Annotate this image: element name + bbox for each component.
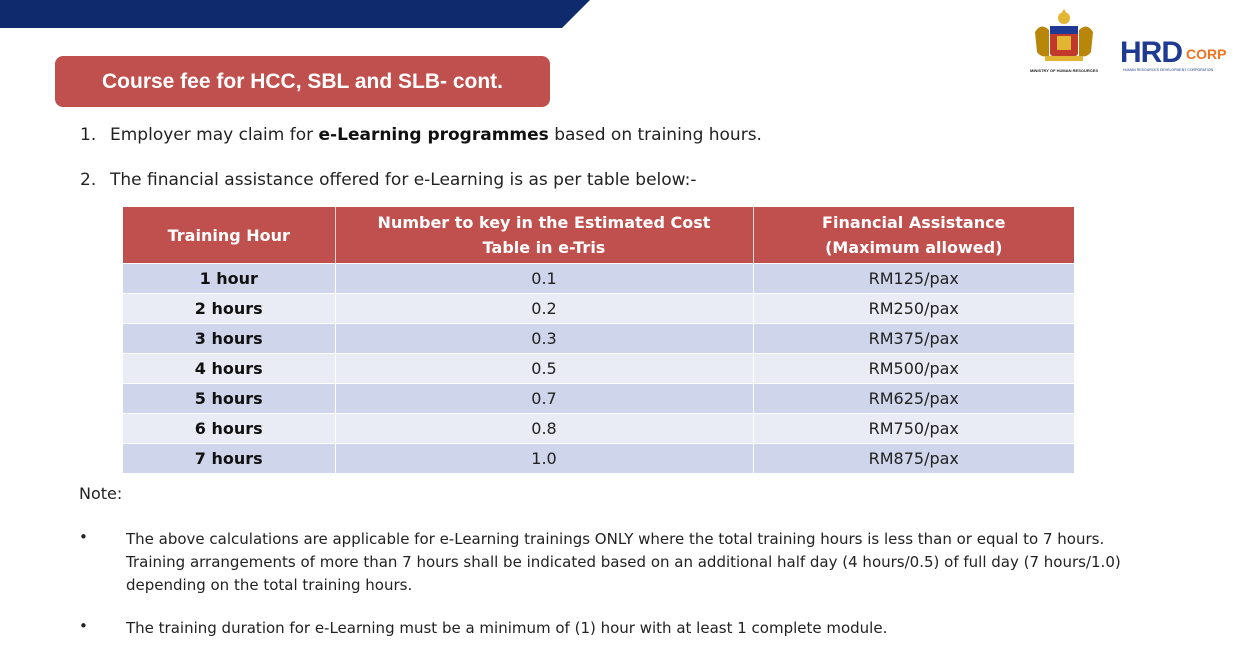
note-bullet-text: The above calculations are applicable for e-Learning trainings ONLY where the total training hours is less than or equal to 7 hours. Training arrangements of more than 7 hours shall be indicated based on an additional half day (4 hours/0.5) of full day (7 hours/1.0) depending on the total training hours.: [126, 530, 1121, 594]
table-row: [123, 324, 1074, 354]
cell-estimated-cost-number: 0.3: [335, 324, 753, 354]
table-row: [123, 294, 1074, 324]
table-row: [123, 354, 1074, 384]
hrd-corp-text: CORP: [1186, 46, 1227, 62]
note-label: Note:: [79, 484, 123, 503]
cell-estimated-cost-number: 1.0: [335, 444, 753, 474]
col-header-training-hour: Training Hour: [123, 207, 335, 264]
fee-table: [123, 207, 1074, 473]
point-number: 2.: [80, 170, 97, 190]
col-header-financial-assistance: Financial Assistance (Maximum allowed): [753, 207, 1074, 264]
cell-estimated-cost-number: 0.1: [335, 264, 753, 294]
cell-training-hour: 6 hours: [123, 414, 335, 444]
cell-training-hour: 2 hours: [123, 294, 335, 324]
cell-training-hour: 4 hours: [123, 354, 335, 384]
table-row: [123, 384, 1074, 414]
note-bullet-text: The training duration for e-Learning must be a minimum of (1) hour with at least 1 complete module.: [126, 619, 888, 637]
ministry-caption: MINISTRY OF HUMAN RESOURCES: [1029, 68, 1098, 73]
cell-training-hour: 7 hours: [123, 444, 335, 474]
cell-financial-assistance: RM875/pax: [753, 444, 1074, 474]
cell-financial-assistance: RM500/pax: [753, 354, 1074, 384]
table-row: [123, 444, 1074, 474]
point-text: [110, 125, 762, 145]
table-row: [123, 414, 1074, 444]
cell-financial-assistance: RM125/pax: [753, 264, 1074, 294]
slide-title-banner: [55, 56, 550, 107]
logo-group: [1015, 8, 1235, 74]
cell-training-hour: 3 hours: [123, 324, 335, 354]
point-text-end: based on training hours.: [548, 125, 762, 145]
header-corner-band: [0, 0, 590, 28]
table-row: [123, 264, 1074, 294]
cell-estimated-cost-number: 0.7: [335, 384, 753, 414]
slide-title: Course fee for HCC, SBL and SLB- cont.: [102, 69, 503, 93]
cell-training-hour: 1 hour: [123, 264, 335, 294]
cell-financial-assistance: RM250/pax: [753, 294, 1074, 324]
coat-of-arms-icon: [1015, 8, 1113, 74]
point-text-start: Employer may claim for: [110, 125, 319, 145]
bullet-dot: •: [79, 617, 88, 635]
cell-financial-assistance: RM750/pax: [753, 414, 1074, 444]
cell-training-hour: 5 hours: [123, 384, 335, 414]
cell-estimated-cost-number: 0.8: [335, 414, 753, 444]
cell-estimated-cost-number: 0.5: [335, 354, 753, 384]
table-header-row: [123, 207, 1074, 264]
cell-financial-assistance: RM625/pax: [753, 384, 1074, 414]
point-text: The financial assistance offered for e-Learning is as per table below:-: [110, 170, 697, 190]
point-number: 1.: [80, 125, 97, 145]
cell-financial-assistance: RM375/pax: [753, 324, 1074, 354]
bullet-dot: •: [79, 528, 88, 546]
cell-estimated-cost-number: 0.2: [335, 294, 753, 324]
point-text-bold: e-Learning programmes: [318, 125, 549, 145]
hrd-caption: HUMAN RESOURCES DEVELOPMENT CORPORATION: [1123, 68, 1214, 72]
hrd-brand-text: HRD: [1120, 36, 1182, 68]
col-header-estimated-cost-number: Number to key in the Estimated Cost Table in e-Tris: [335, 207, 753, 264]
hrd-corp-logo: [1120, 34, 1236, 68]
fee-table-body: [123, 264, 1074, 474]
